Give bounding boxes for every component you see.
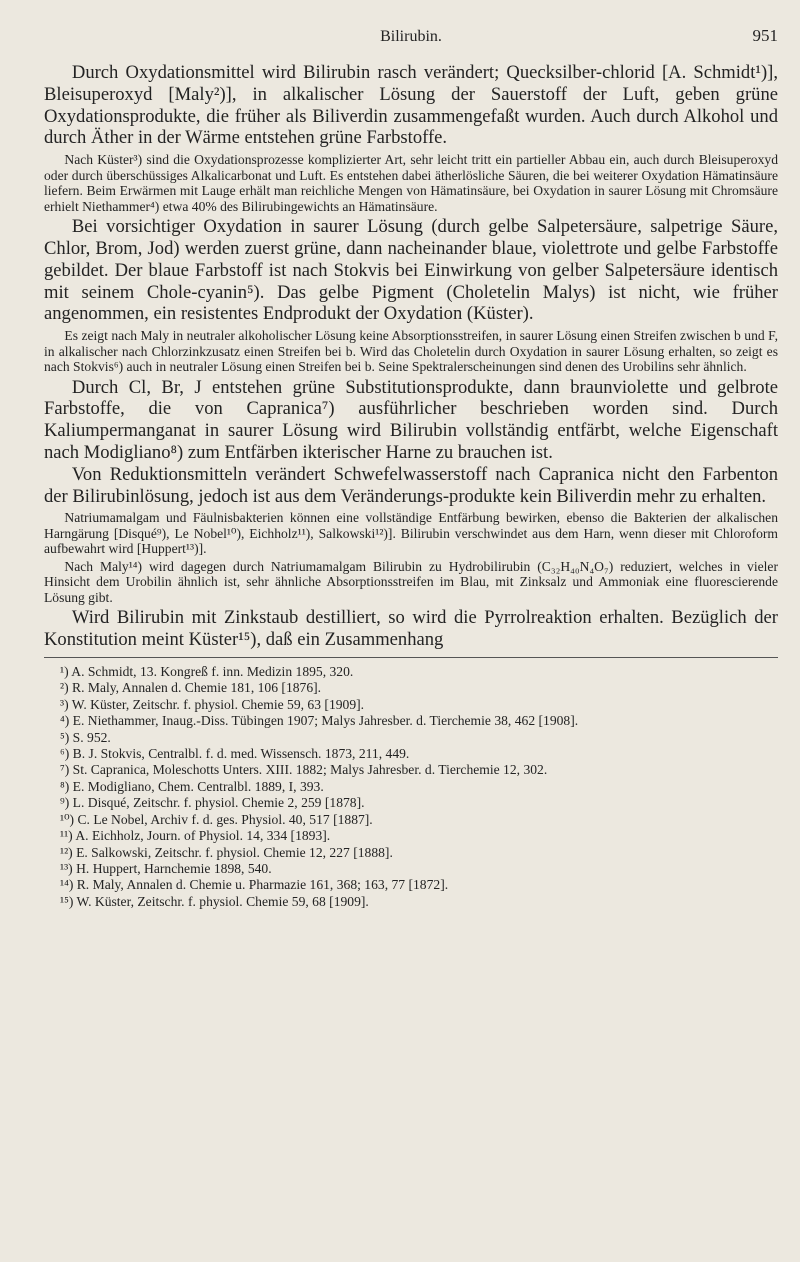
small-print-paragraph: Es zeigt nach Maly in neutraler alkoholischer Lösung keine Absorptionsstreifen, in saurer Lösung einen Streifen zwischen b und F, in alkalischer nach Chlorzinkzusatz einen Streifen bei b. Wird das Choletelin durch Oxydation in saurer Lösung erhalten, so zeigt es nach Stokvis⁶) auch in neutraler Lösung einen Streifen bei b. Seine Spektralerscheinungen sind denen des Urobilins sehr ähnlich.: [44, 328, 778, 375]
footnote: ¹³) H. Huppert, Harnchemie 1898, 540.: [60, 860, 272, 876]
footnote: ¹⁰) C. Le Nobel, Archiv f. d. ges. Physiol. 40, 517 [1887].: [60, 811, 373, 827]
footnote: ⁹) L. Disqué, Zeitschr. f. physiol. Chemie 2, 259 [1878].: [60, 795, 365, 811]
paragraph: Von Reduktionsmitteln verändert Schwefelwasserstoff nach Capranica nicht den Farbenton der Bilirubinlösung, jedoch ist aus dem Veränderungs-produkte kein Biliverdin mehr zu erhalten.: [44, 463, 778, 507]
footnotes: [44, 664, 778, 910]
footnote: ⁴) E. Niethammer, Inaug.-Diss. Tübingen 1907; Malys Jahresber. d. Tierchemie 38, 462 [1908].: [60, 713, 579, 729]
footnote: ⁵) S. 952.: [60, 729, 111, 745]
footnote: ¹) A. Schmidt, 13. Kongreß f. inn. Medizin 1895, 320.: [60, 664, 354, 680]
small-print-paragraph: Nach Küster³) sind die Oxydationsprozesse komplizierter Art, sehr leicht tritt ein partieller Abbau ein, auch durch Bleisuperoxyd oder durch überschüssiges Alkalicarbonat und Luft. Es entstehen dabei ätherlösliche Säuren, die bei weiterer Oxydation Hämatinsäure liefern. Beim Erwärmen mit Lauge erhält man reichliche Mengen von Hämatinsäure, bei Oxydation in saurer Lösung mit Chromsäure erhielt Niethammer⁴) etwa 40% des Bilirubingewichts an Hämatinsäure.: [44, 152, 778, 214]
paragraph: Bei vorsichtiger Oxydation in saurer Lösung (durch gelbe Salpetersäure, salpetrige Säure, Chlor, Brom, Jod) werden zuerst grüne, dann nacheinander blaue, violettrote und gelbe Farbstoffe gebildet. Der blaue Farbstoff ist nach Stokvis bei Einwirkung von gelber Salpetersäure identisch mit seinem Chole-cyanin⁵). Das gelbe Pigment (Choletelin Malys) ist nicht, wie früher angenommen, ein resistentes Endprodukt der Oxydation (Küster).: [44, 216, 778, 325]
footnote-divider: [44, 657, 778, 658]
paragraph: Durch Oxydationsmittel wird Bilirubin rasch verändert; Quecksilber-chlorid [A. Schmidt¹)], Bleisuperoxyd [Maly²)], in alkalischer Lösung der Sauerstoff der Luft, geben grüne Oxydationsprodukte, die früher als Biliverdin zusammengefaßt wurden. Auch durch Alkohol und durch Äther in der Wärme entstehen grüne Farbstoffe.: [44, 62, 778, 149]
paragraph: Wird Bilirubin mit Zinkstaub destilliert, so wird die Pyrrolreaktion erhalten. Bezüglich der Konstitution meint Küster¹⁵), daß ein Zusammenhang: [44, 607, 778, 651]
main-text: [44, 62, 778, 651]
small-print-paragraph: Nach Maly¹⁴) wird dagegen durch Natriumamalgam Bilirubin zu Hydrobilirubin (C₃₂H₄₀N₄O₇) reduziert, welches in vieler Hinsicht dem Urobilin ähnlich ist, sehr ähnliche Absorptionsstreifen im Blau, mit Zinksalz und Ammoniak eine fluorescierende Lösung gibt.: [44, 558, 778, 605]
footnote: ¹⁵) W. Küster, Zeitschr. f. physiol. Chemie 59, 68 [1909].: [60, 893, 369, 909]
page-number: 951: [752, 26, 778, 45]
footnote: ²) R. Maly, Annalen d. Chemie 181, 106 [1876].: [60, 680, 322, 696]
footnote: ⁸) E. Modigliano, Chem. Centralbl. 1889, I, 393.: [60, 778, 324, 794]
footnote: ¹¹) A. Eichholz, Journ. of Physiol. 14, 334 [1893].: [60, 828, 331, 844]
footnote: ³) W. Küster, Zeitschr. f. physiol. Chemie 59, 63 [1909].: [60, 696, 365, 712]
running-title: Bilirubin.: [380, 28, 442, 45]
footnote: ⁶) B. J. Stokvis, Centralbl. f. d. med. Wissensch. 1873, 211, 449.: [60, 746, 410, 762]
footnote: ¹²) E. Salkowski, Zeitschr. f. physiol. Chemie 12, 227 [1888].: [60, 844, 393, 860]
page-header: [44, 0, 778, 62]
footnote: ¹⁴) R. Maly, Annalen d. Chemie u. Pharmazie 161, 368; 163, 77 [1872].: [60, 877, 449, 893]
small-print-paragraph: Natriumamalgam und Fäulnisbakterien können eine vollständige Entfärbung bewirken, ebenso die Bakterien der alkalischen Harngärung [Disqué⁹), Le Nobel¹⁰), Eichholz¹¹), Salkowski¹²)]. Bilirubin verschwindet aus dem Harn, wenn dieser mit Chloroform aufbewahrt wird [Huppert¹³)].: [44, 510, 778, 557]
footnote: ⁷) St. Capranica, Moleschotts Unters. XIII. 1882; Malys Jahresber. d. Tierchemie 12, 302.: [60, 762, 548, 778]
paragraph: Durch Cl, Br, J entstehen grüne Substitutionsprodukte, dann braunviolette und gelbrote Farbstoffe, die von Capranica⁷) ausführlicher beschrieben worden sind. Durch Kaliumpermanganat in saurer Lösung wird Bilirubin vollständig entfärbt, welche Eigenschaft nach Modigliano⁸) zum Entfärben ikterischer Harne zu brauchen ist.: [44, 376, 778, 464]
